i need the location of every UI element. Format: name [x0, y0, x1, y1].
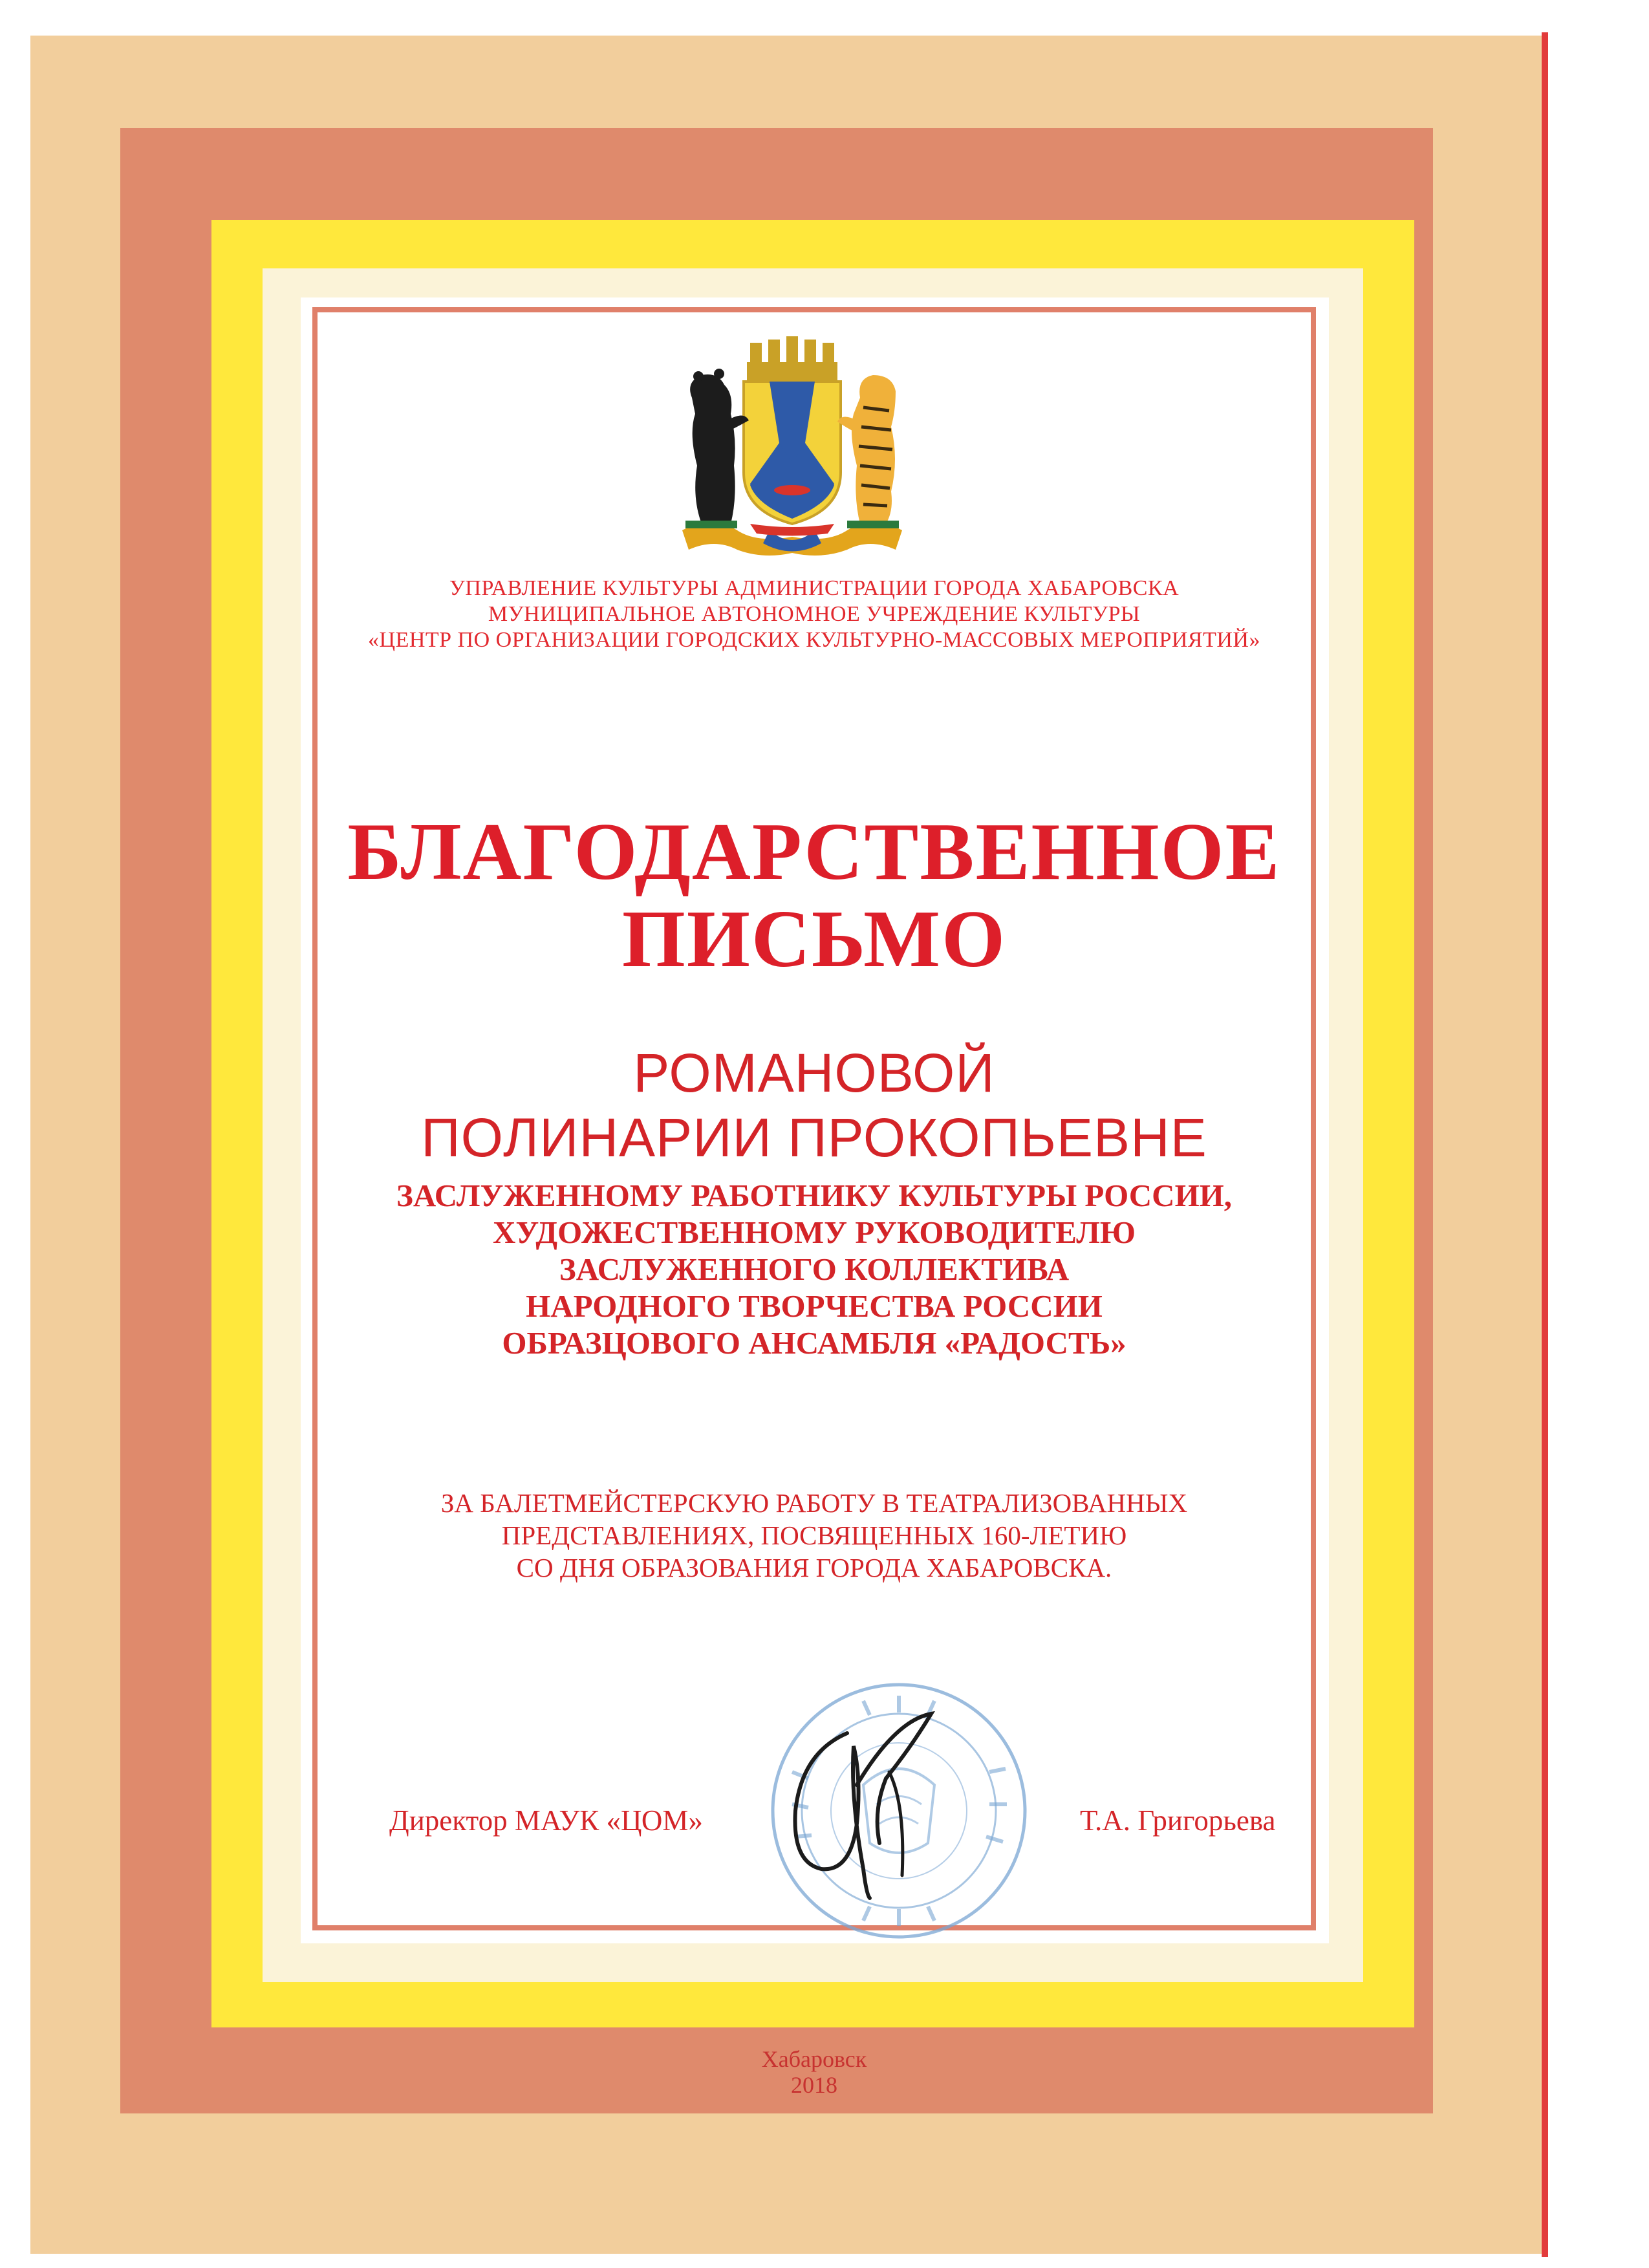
organization-line-1: УПРАВЛЕНИЕ КУЛЬТУРЫ АДМИНИСТРАЦИИ ГОРОДА ХАБАРОВСКА: [449, 576, 1180, 600]
organization-line-3: «ЦЕНТР ПО ОРГАНИЗАЦИИ ГОРОДСКИХ КУЛЬТУРНО-МАССОВЫХ МЕРОПРИЯТИЙ»: [368, 628, 1260, 652]
recipient-desc-line-5: ОБРАЗЦОВОГО АНСАМБЛЯ «РАДОСТЬ»: [502, 1325, 1126, 1361]
page-edge-line: [1542, 32, 1548, 2257]
recipient-desc-line-2: ХУДОЖЕСТВЕННОМУ РУКОВОДИТЕЛЮ: [492, 1215, 1136, 1250]
signatory-name: Т.А. Григорьева: [1080, 1804, 1276, 1837]
document-title-line-2: ПИСЬМО: [621, 894, 1007, 984]
khabarovsk-coat-of-arms-icon: [673, 336, 912, 559]
recipient-given-name: ПОЛИНАРИИ ПРОКОПЬЕВНЕ: [421, 1107, 1207, 1168]
reason-line-1: ЗА БАЛЕТМЕЙСТЕРСКУЮ РАБОТУ В ТЕАТРАЛИЗОВАННЫХ: [440, 1488, 1188, 1518]
footer-year: 2018: [791, 2072, 837, 2098]
organization-line-2: МУНИЦИПАЛЬНОЕ АВТОНОМНОЕ УЧРЕЖДЕНИЕ КУЛЬТУРЫ: [488, 602, 1141, 626]
signatory-position: Директор МАУК «ЦОМ»: [389, 1804, 703, 1837]
reason-line-3: СО ДНЯ ОБРАЗОВАНИЯ ГОРОДА ХАБАРОВСКА.: [516, 1553, 1112, 1582]
reason-line-2: ПРЕДСТАВЛЕНИЯХ, ПОСВЯЩЕННЫХ 160-ЛЕТИЮ: [501, 1520, 1127, 1550]
recipient-desc-line-3: ЗАСЛУЖЕННОГО КОЛЛЕКТИВА: [559, 1251, 1070, 1287]
footer-city: Хабаровск: [761, 2046, 867, 2072]
document-title-line-1: БЛАГОДАРСТВЕННОЕ: [347, 807, 1281, 897]
recipient-surname: РОМАНОВОЙ: [633, 1042, 995, 1103]
handwritten-signature: [776, 1707, 957, 1901]
recipient-desc-line-4: НАРОДНОГО ТВОРЧЕСТВА РОССИИ: [526, 1288, 1103, 1324]
recipient-desc-line-1: ЗАСЛУЖЕННОМУ РАБОТНИКУ КУЛЬТУРЫ РОССИИ,: [396, 1178, 1233, 1213]
